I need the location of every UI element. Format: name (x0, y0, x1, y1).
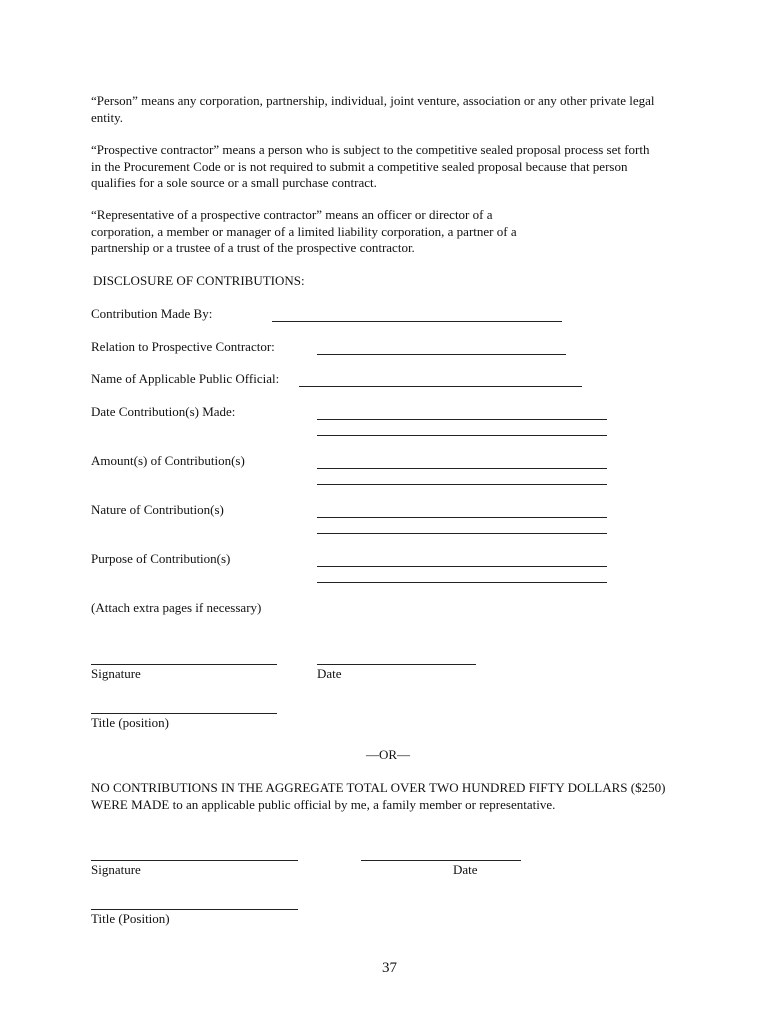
page-number: 37 (382, 960, 397, 976)
contribution-made-by-label: Contribution Made By: (91, 306, 213, 321)
relation-label: Relation to Prospective Contractor: (91, 339, 275, 354)
no-contributions-signature-label: Signature (91, 862, 141, 877)
amounts-line-2[interactable] (317, 484, 607, 485)
no-contributions-title-label: Title (Position) (91, 911, 170, 926)
definition-person: “Person” means any corporation, partnership, individual, joint venture, association or any other private legal entity. (91, 93, 655, 125)
disclosure-title-label: Title (position) (91, 715, 169, 730)
amounts-line-1[interactable] (317, 468, 607, 469)
attach-note: (Attach extra pages if necessary) (91, 600, 262, 615)
no-contributions-signature-line[interactable] (91, 860, 298, 861)
nature-line-1[interactable] (317, 517, 607, 518)
disclosure-title-line[interactable] (91, 713, 277, 714)
public-official-label: Name of Applicable Public Official: (91, 371, 280, 386)
relation-line[interactable] (317, 354, 566, 355)
dates-label: Date Contribution(s) Made: (91, 404, 236, 419)
disclosure-date-line[interactable] (317, 664, 476, 665)
no-contributions-date-line[interactable] (361, 860, 521, 861)
definition-representative: “Representative of a prospective contractor” means an officer or director of a corporation, a member or manager of a limited liability corporation, a partner of a partnership or a trustee of a trust of the prospective contractor. (91, 207, 517, 255)
contribution-made-by-line[interactable] (272, 321, 562, 322)
purpose-line-1[interactable] (317, 566, 607, 567)
no-contributions-title-line[interactable] (91, 909, 298, 910)
disclosure-signature-label: Signature (91, 666, 141, 681)
dates-line-1[interactable] (317, 419, 607, 420)
amounts-label: Amount(s) of Contribution(s) (91, 453, 245, 468)
disclosure-heading: DISCLOSURE OF CONTRIBUTIONS: (93, 273, 305, 288)
public-official-line[interactable] (299, 386, 582, 387)
no-contributions-statement: NO CONTRIBUTIONS IN THE AGGREGATE TOTAL OVER TWO HUNDRED FIFTY DOLLARS ($250) WERE MADE to an applicable public official by me, a family member or representative. (91, 780, 666, 812)
purpose-line-2[interactable] (317, 582, 607, 583)
disclosure-date-label: Date (317, 666, 342, 681)
definition-prospective-contractor: “Prospective contractor” means a person who is subject to the competitive sealed proposal process set forth in the Procurement Code or is not required to submit a competitive sealed proposal because that person qualifies for a sole source or a small purchase contract. (91, 142, 650, 190)
or-separator: —OR— (366, 747, 411, 762)
purpose-label: Purpose of Contribution(s) (91, 551, 231, 566)
dates-line-2[interactable] (317, 435, 607, 436)
nature-label: Nature of Contribution(s) (91, 502, 224, 517)
no-contributions-date-label: Date (453, 862, 478, 877)
nature-line-2[interactable] (317, 533, 607, 534)
disclosure-signature-line[interactable] (91, 664, 277, 665)
